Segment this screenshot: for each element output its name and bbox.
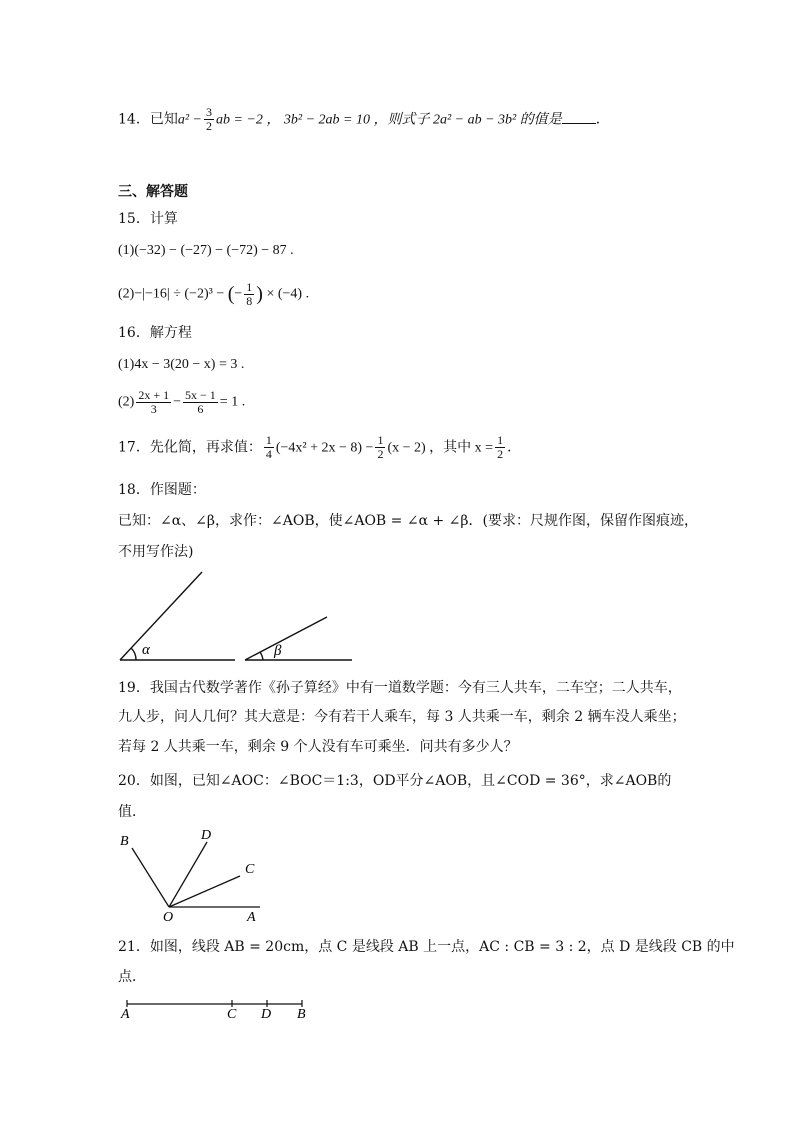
q21-label-A: A [121,1007,130,1022]
q18-title: 18．作图题： [118,482,206,498]
q15-title: 15．计算 [118,211,178,227]
q20-figure [132,842,260,907]
angle-beta [245,617,352,660]
q19-line-2: 九人步，问人几何？其大意是：今有若干人乘车，每 3 人共乘一车，剩余 2 辆车没人乘坐； [118,709,686,725]
q14-expr-1: a² − [177,112,202,128]
alpha-label: α [142,642,150,658]
q16-title: 16．解方程 [118,325,192,341]
q20-label-B: B [120,834,129,849]
q20-label-C: C [245,862,255,877]
q20-label-D: D [201,828,212,843]
q21-segment [127,1000,302,1007]
section-heading: 三、解答题 [118,184,188,200]
q14-number: 14．已知 [118,111,178,128]
q18-line-1: 已知：∠α、∠β，求作：∠AOB，使∠AOB = ∠α + ∠β．(要求：尺规作图，保留作图痕迹， [118,513,698,529]
q21-line-1: 21．如图，线段 AB = 20cm，点 C 是线段 AB 上一点，AC : CB = 3 : 2，点 D 是线段 CB 的中 [118,939,735,955]
q15-part-2: (2)−|−16| ÷ (−2)³ − (− $\frac{1}{8}$ ) × (−4) . [118,280,310,308]
q20-line-2: 值． [118,804,146,820]
q21-label-C: C [227,1007,237,1022]
q16-part-1: (1)4x − 3(20 − x) = 3 . [118,357,245,372]
q20-line-1: 20．如图，已知∠AOC：∠BOC＝1:3，OD平分∠AOB，且∠COD = 36°，求∠AOB的 [118,773,672,789]
q21-line-2: 点． [118,969,146,985]
q18-line-2: 不用写作法) [118,544,194,560]
q15-part-1: (1)(−32) − (−27) − (−72) − 87 . [118,243,294,258]
question-14: 14．已知a² − $\frac{3}{2}$ ab = −2 ， 3b² − 2ab = 10 ，则式子 2a² − ab − 3b² 的值是 ． [118,105,610,133]
q21-label-D: D [261,1007,272,1022]
q19-line-3: 若每 2 人共乘一车，剩余 9 个人没有车可乘坐．问共有多少人？ [118,739,518,755]
q16-part-2: (2) $\frac{2x + 1}{3}$ − $\frac{5x - 1}{6}$ = 1 . [118,388,246,416]
q19-line-1: 19．我国古代数学著作《孙子算经》中有一道数学题：今有三人共车，二车空；二人共车， [118,680,682,696]
beta-label: β [274,643,282,659]
q21-label-B: B [297,1007,306,1022]
q20-label-O: O [163,910,174,925]
q20-label-A: A [247,910,256,925]
angle-alpha [120,572,235,660]
q14-fraction: $\frac{3}{2}$ [205,105,212,133]
question-17: 17．先化简，再求值： $\frac{1}{4}$ (−4x² + 2x − 8) − $\frac{1}{2}$ (x − 2) ，其中 x = $\frac{1}{2}$ ． [118,433,522,461]
q14-expr-2: ab = −2 ， 3b² − 2ab = 10 ，则式子 2a² − ab − 3b² 的值是 [215,112,562,128]
